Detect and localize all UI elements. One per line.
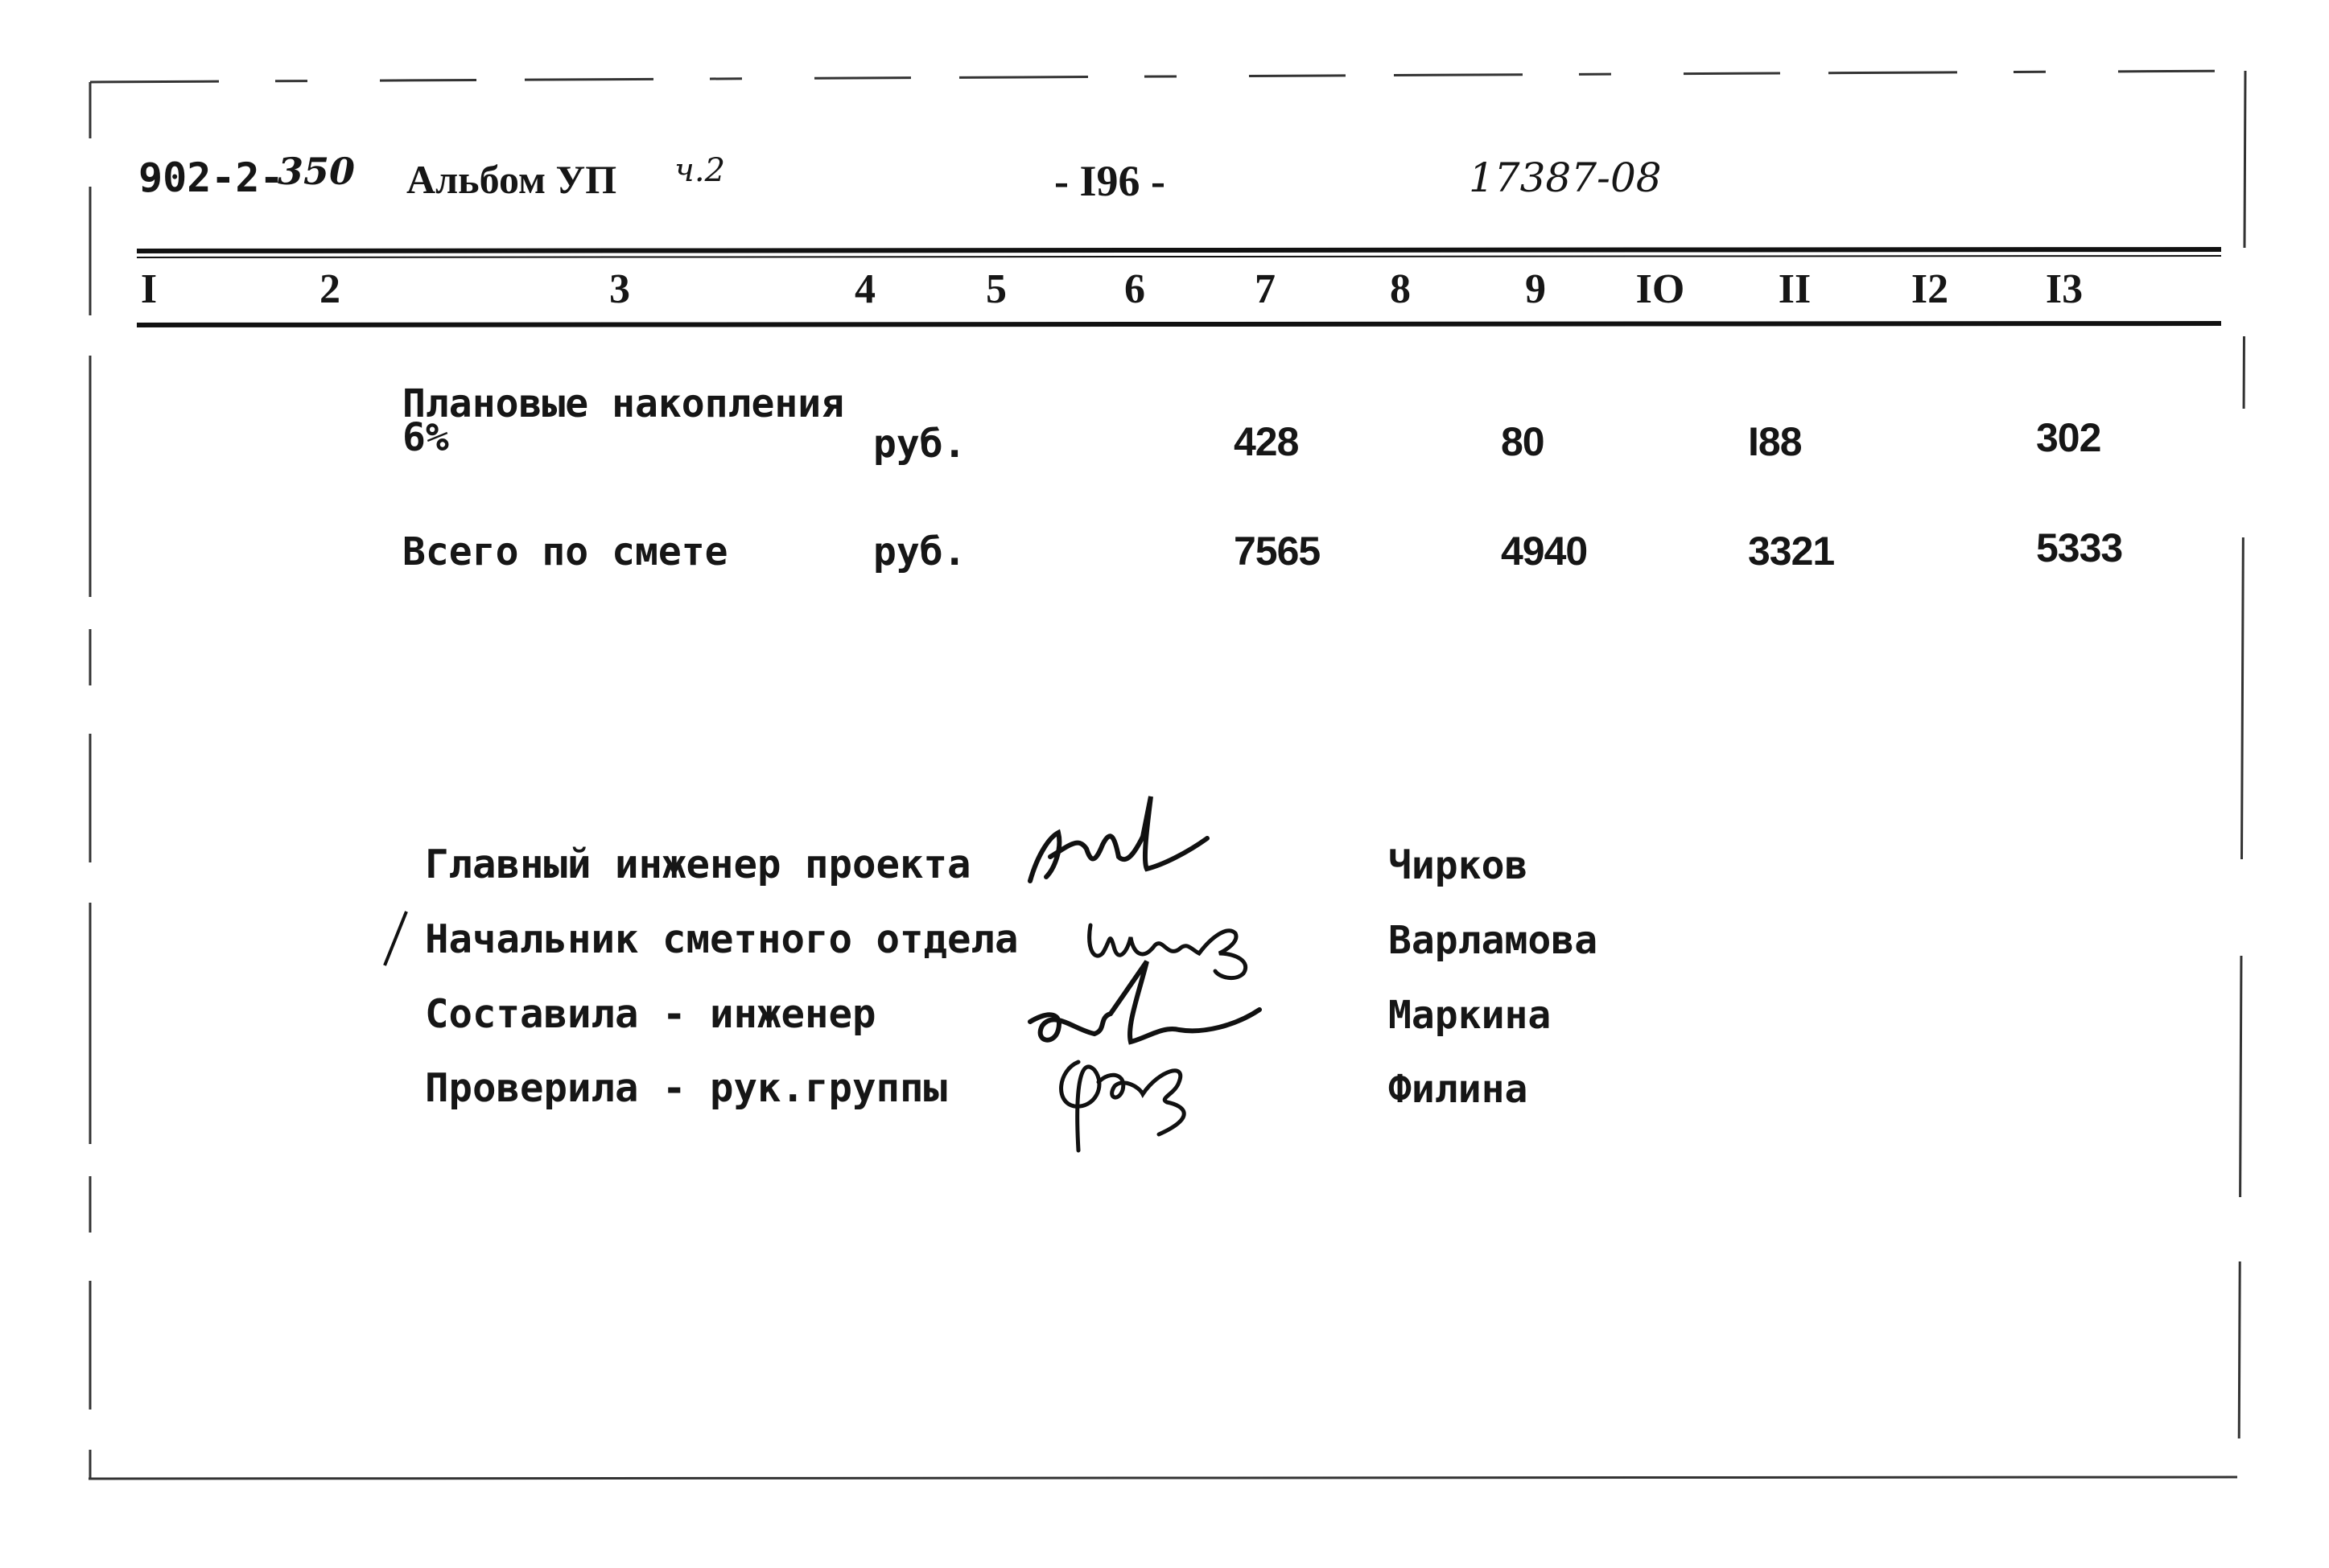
cell-col7: 428 bbox=[1234, 419, 1299, 464]
column-number: 6 bbox=[1124, 266, 1145, 312]
row-name: Всего по смете bbox=[402, 529, 728, 574]
handwritten-signature-4 bbox=[1046, 1038, 1223, 1159]
row-unit: руб. bbox=[873, 529, 967, 574]
row-name-percent: 6% bbox=[402, 415, 449, 460]
signature-name: Варламова bbox=[1388, 918, 1598, 963]
cell-col13: 5333 bbox=[2036, 525, 2123, 570]
signature-title: Главный инженер проекта bbox=[425, 842, 971, 887]
table-top-rule bbox=[137, 249, 2221, 251]
cell-col11: I88 bbox=[1748, 419, 1802, 464]
column-number: I2 bbox=[1911, 266, 1949, 312]
column-number: 9 bbox=[1525, 266, 1546, 312]
cell-col9: 4940 bbox=[1501, 529, 1588, 574]
signature-title: Проверила - рук.группы bbox=[425, 1065, 948, 1111]
doc-number-prefix: 902-2- bbox=[138, 154, 284, 201]
inventory-number-handwritten: 17387-08 bbox=[1469, 154, 1662, 201]
signature-name: Филина bbox=[1388, 1067, 1528, 1112]
cell-col13: 302 bbox=[2036, 415, 2101, 460]
doc-number-handwritten: 350 bbox=[278, 150, 356, 193]
signature-name: Маркина bbox=[1388, 993, 1552, 1038]
column-number: I3 bbox=[2045, 266, 2084, 312]
signature-title: Начальник сметного отдела bbox=[425, 916, 1019, 962]
cell-col9: 80 bbox=[1501, 419, 1544, 464]
signature-name: Чирков bbox=[1388, 843, 1528, 888]
cell-col11: 3321 bbox=[1748, 529, 1835, 574]
column-number: I bbox=[140, 266, 158, 312]
column-number: II bbox=[1778, 266, 1812, 312]
cell-col7: 7565 bbox=[1234, 529, 1321, 574]
column-number: 3 bbox=[609, 266, 630, 312]
column-number: 7 bbox=[1255, 266, 1276, 312]
table-header-rule bbox=[137, 323, 2221, 325]
page-number: - I96 - bbox=[1054, 157, 1165, 205]
handwritten-signature-1 bbox=[1014, 788, 1223, 893]
column-number: 5 bbox=[986, 266, 1007, 312]
column-number: 4 bbox=[855, 266, 876, 312]
row-name: Плановые накопления bbox=[402, 381, 845, 426]
column-number: IO bbox=[1635, 266, 1685, 312]
column-number: 2 bbox=[319, 266, 340, 312]
album-part-handwritten: ч.2 bbox=[674, 152, 726, 189]
album-label: Альбом УП bbox=[406, 157, 617, 202]
column-number: 8 bbox=[1390, 266, 1411, 312]
signature-title: Составила - инженер bbox=[425, 991, 876, 1037]
row-unit: руб. bbox=[873, 422, 967, 467]
